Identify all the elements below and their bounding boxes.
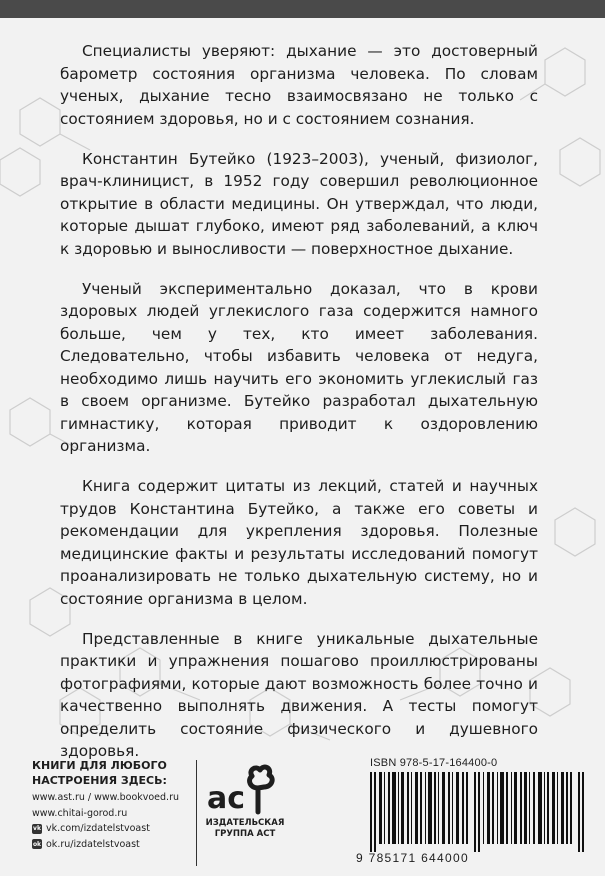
paragraph: Книга содержит цитаты из лекций, статей и научных трудов Константина Бутейко, а также его советы и рекомендации для укрепления здоровья. Полезные медицинские факты и результаты исследований помогут проанализировать не только дыхательную систему, но и состояние организма в целом. — [60, 477, 538, 608]
paragraph: Специалисты уверяют: дыхание — это достоверный барометр состояния организма человека. По словам ученых, дыхание тесно взаимосвязано не только с состоянием здоровья, но и с состоянием сознания. — [60, 42, 538, 128]
link-vk[interactable] — [32, 821, 179, 837]
promo-title-line: КНИГИ ДЛЯ ЛЮБОГО — [32, 759, 167, 772]
promo-title-line: НАСТРОЕНИЯ ЗДЕСЬ: — [32, 774, 167, 787]
link-text: ok.ru/izdatelstvoast — [46, 838, 140, 850]
paragraph: Ученый экспериментально доказал, что в крови здоровых людей углекислого газа содержится намного больше, чем у тех, кто имеет заболевания. Следовательно, чтобы избавить человека от недуга, необходимо лишь научить его экономить углекислый газ в своем организме. Бутейко разработал дыхательную гимнастику, которая приводит к оздоровлению организма. — [60, 279, 538, 455]
paragraph: Представленные в книге уникальные дыхательные практики и упражнения пошагово проиллюстрированы фотографиями, которые дают возможность более точно и качественно выполнять движения. А тесты помогут определить состояние физического и душевного здоровья. — [60, 629, 538, 760]
svg-text:ac: ac — [207, 781, 246, 816]
paragraph: Константин Бутейко (1923–2003), ученый, физиолог, врач-клиницист, в 1952 году совершил революционное открытие в области медицины. Он утверждал, что люди, которые дышат глубоко, имеют ряд заболеваний, а ключ к здоровью и выносливости — поверхностное дыхание. — [60, 149, 538, 258]
publisher-name — [200, 818, 290, 840]
barcode-digits: 9 785171 644000 — [356, 851, 469, 865]
annotation-text — [60, 40, 538, 780]
link-ast-bookvoed[interactable] — [32, 790, 179, 806]
footer-divider — [196, 760, 197, 866]
isbn-label: ISBN 978-5-17-164400-0 — [370, 757, 498, 769]
store-links — [32, 790, 179, 852]
ast-logo-icon — [200, 760, 290, 818]
link-text: www.ast.ru / www.bookvoed.ru — [32, 792, 180, 803]
link-chitai-gorod[interactable] — [32, 806, 179, 822]
link-text: www.chitai-gorod.ru — [32, 807, 128, 819]
publisher-name-line: ИЗДАТЕЛЬСКАЯ — [205, 818, 285, 828]
link-text: vk.com/izdatelstvoast — [46, 823, 150, 834]
vk-icon: vk — [33, 825, 41, 832]
link-ok[interactable] — [32, 837, 179, 853]
publisher-name-line: ГРУППА АСТ — [214, 829, 276, 839]
promo-title — [32, 758, 167, 788]
barcode-icon — [370, 772, 586, 852]
footer — [0, 752, 605, 876]
odnoklassniki-icon: ok — [32, 840, 42, 848]
publisher-logo — [200, 760, 290, 870]
